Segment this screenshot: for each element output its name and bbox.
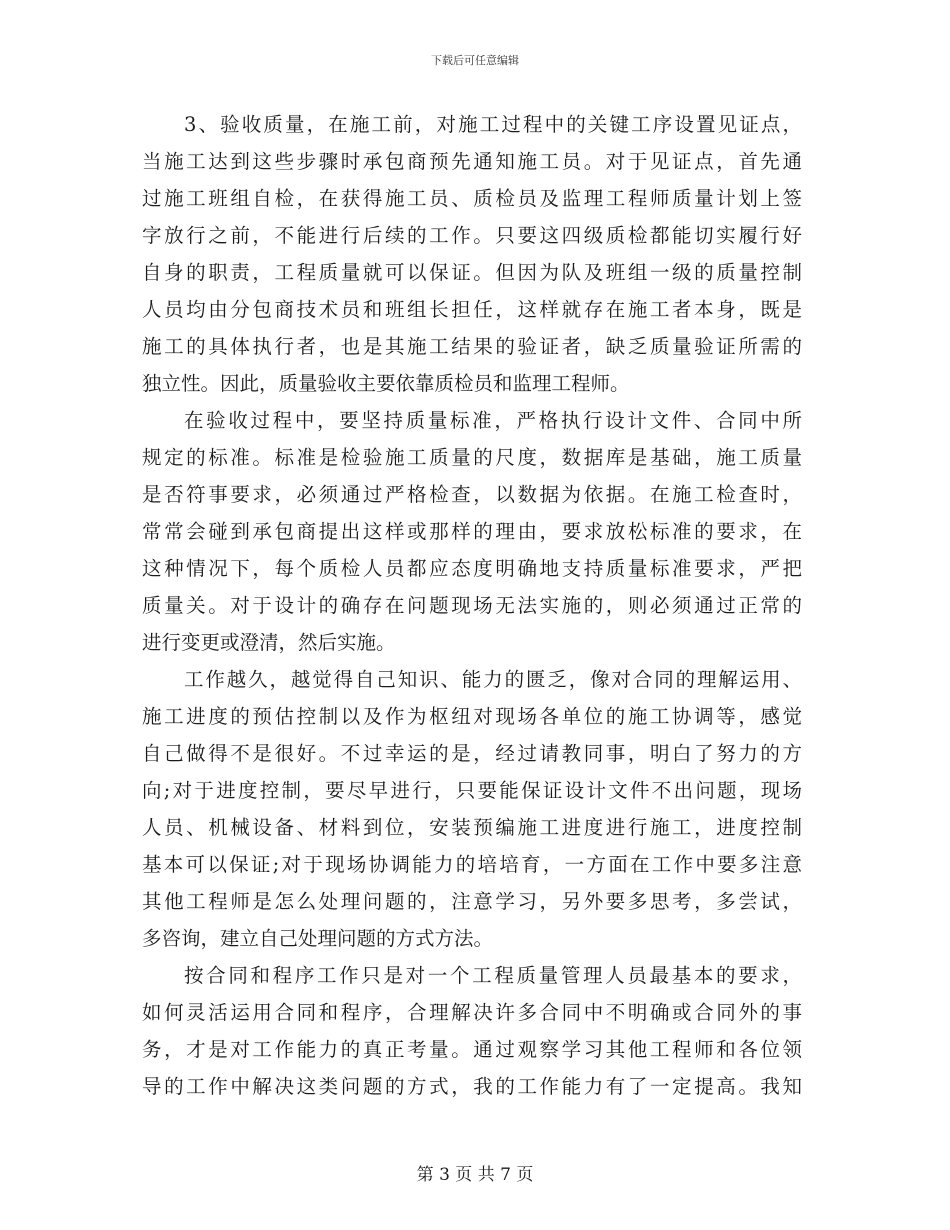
text-line: 当施工达到这些步骤时承包商预先通知施工员。对于见证点，首先通: [142, 150, 802, 173]
text-line: 人员均由分包商技术员和班组长担任，这样就存在施工者本身，既是: [142, 298, 802, 321]
paragraph: [142, 402, 802, 661]
document-body: [142, 106, 802, 1105]
text-line: 导的工作中解决这类问题的方式，我的工作能力有了一定提高。我知: [142, 1075, 802, 1098]
text-line: 这种情况下，每个质检人员都应态度明确地支持质量标准要求，严把: [142, 557, 802, 580]
text-line: 过施工班组自检，在获得施工员、质检员及监理工程师质量计划上签: [142, 187, 802, 210]
text-line: 如何灵活运用合同和程序，合理解决许多合同中不明确或合同外的事: [142, 1001, 802, 1024]
text-line: 工作越久，越觉得自己知识、能力的匮乏，像对合同的理解运用、: [184, 668, 802, 691]
text-line: 质量关。对于设计的确存在问题现场无法实施的，则必须通过正常的: [142, 594, 802, 617]
text-line: 常常会碰到承包商提出这样或那样的理由，要求放松标准的要求，在: [142, 520, 802, 543]
page-number-footer: 第 3 页 共 7 页: [416, 1165, 534, 1185]
text-line: 自己做得不是很好。不过幸运的是，经过请教同事，明白了努力的方: [142, 742, 802, 765]
text-line: 进行变更或澄清，然后实施。: [142, 631, 396, 654]
text-line: 务，才是对工作能力的真正考量。通过观察学习其他工程师和各位领: [142, 1038, 802, 1061]
text-line: 向;对于进度控制，要尽早进行，只要能保证设计文件不出问题，现场: [142, 779, 802, 802]
text-line: 是否符事要求，必须通过严格检查，以数据为依据。在施工检查时，: [142, 483, 802, 506]
text-line: 基本可以保证;对于现场协调能力的培培育，一方面在工作中要多注意: [142, 853, 802, 876]
text-line: 字放行之前，不能进行后续的工作。只要这四级质检都能切实履行好: [142, 224, 802, 247]
paragraph: [142, 106, 802, 402]
text-line: 自身的职责，工程质量就可以保证。但因为队及班组一级的质量控制: [142, 261, 802, 284]
text-line: 独立性。因此，质量验收主要依靠质检员和监理工程师。: [142, 372, 630, 395]
text-line: 多咨询，建立自己处理问题的方式方法。: [142, 927, 494, 950]
text-line: 规定的标准。标准是检验施工质量的尺度，数据库是基础，施工质量: [142, 446, 802, 469]
text-line: 人员、机械设备、材料到位，安装预编施工进度进行施工，进度控制: [142, 816, 802, 839]
paragraph: [142, 661, 802, 957]
paragraph: [142, 957, 802, 1105]
text-line: 在验收过程中，要坚持质量标准，严格执行设计文件、合同中所: [184, 409, 802, 432]
text-line: 按合同和程序工作只是对一个工程质量管理人员最基本的要求，: [184, 964, 802, 987]
text-line: 其他工程师是怎么处理问题的，注意学习，另外要多思考，多尝试，: [142, 890, 802, 913]
text-line: 3、验收质量，在施工前，对施工过程中的关键工序设置见证点，: [184, 113, 802, 136]
text-line: 施工的具体执行者，也是其施工结果的验证者，缺乏质量验证所需的: [142, 335, 802, 358]
page-header: 下载后可任意编辑: [431, 54, 519, 67]
text-line: 施工进度的预估控制以及作为枢纽对现场各单位的施工协调等，感觉: [142, 705, 802, 728]
